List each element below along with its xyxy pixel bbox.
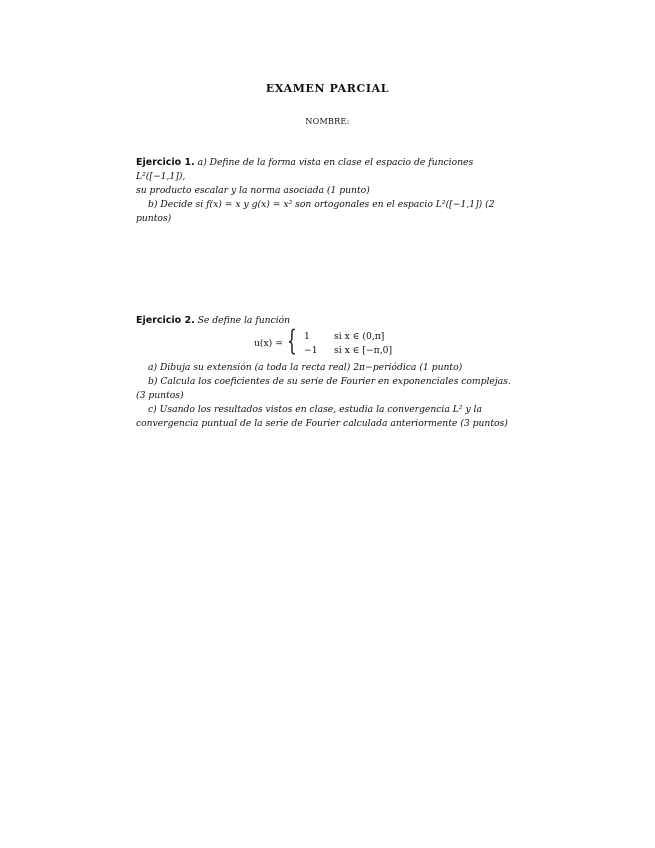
exercise-2-intro-line bbox=[136, 314, 522, 328]
exercise-1-part-a-line2: su producto escalar y la norma asociada (1 punto) bbox=[136, 185, 370, 196]
exercise-1 bbox=[136, 156, 522, 226]
piecewise-formula bbox=[254, 324, 522, 359]
left-brace-symbol: { bbox=[287, 324, 297, 357]
formula-lhs: u(x) = bbox=[254, 338, 283, 349]
name-label: NOMBRE: bbox=[305, 117, 350, 126]
exercise-2-intro: Se define la función bbox=[197, 315, 291, 326]
exercise-2-part-a: a) Dibuja su extensión (a toda la recta real) 2π−periódica (1 punto) bbox=[148, 362, 463, 373]
formula-case-1-condition: si x ∈ (0,π] bbox=[334, 331, 385, 342]
exercise-2-part-c: c) Usando los resultados vistos en clase, estudia la convergencia L² y la convergencia puntual de la serie de Fourier calculada anteriormente (3 puntos) bbox=[136, 404, 508, 429]
exercise-1-heading: Ejercicio 1. bbox=[136, 157, 195, 168]
exercise-2 bbox=[136, 314, 522, 431]
exercise-2-part-b: b) Calcula los coeficientes de su serie de Fourier en exponenciales complejas. (3 puntos) bbox=[136, 376, 511, 401]
exercise-2-heading: Ejercicio 2. bbox=[136, 315, 195, 326]
exam-title: EXAMEN PARCIAL bbox=[265, 82, 390, 95]
formula-case-2-condition: si x ∈ [−π,0] bbox=[334, 345, 393, 356]
exercise-1-part-a-line1: a) Define de la forma vista en clase el espacio de funciones L²([−1,1]), bbox=[136, 157, 474, 182]
formula-case-2-value: −1 bbox=[304, 345, 318, 356]
formula-case-1-value: 1 bbox=[304, 331, 310, 342]
exercise-1-part-b: b) Decide si f(x) = x y g(x) = x² son ortogonales en el espacio L²([−1,1]) (2 puntos) bbox=[136, 199, 495, 224]
exercise-1-part-a bbox=[136, 156, 522, 198]
